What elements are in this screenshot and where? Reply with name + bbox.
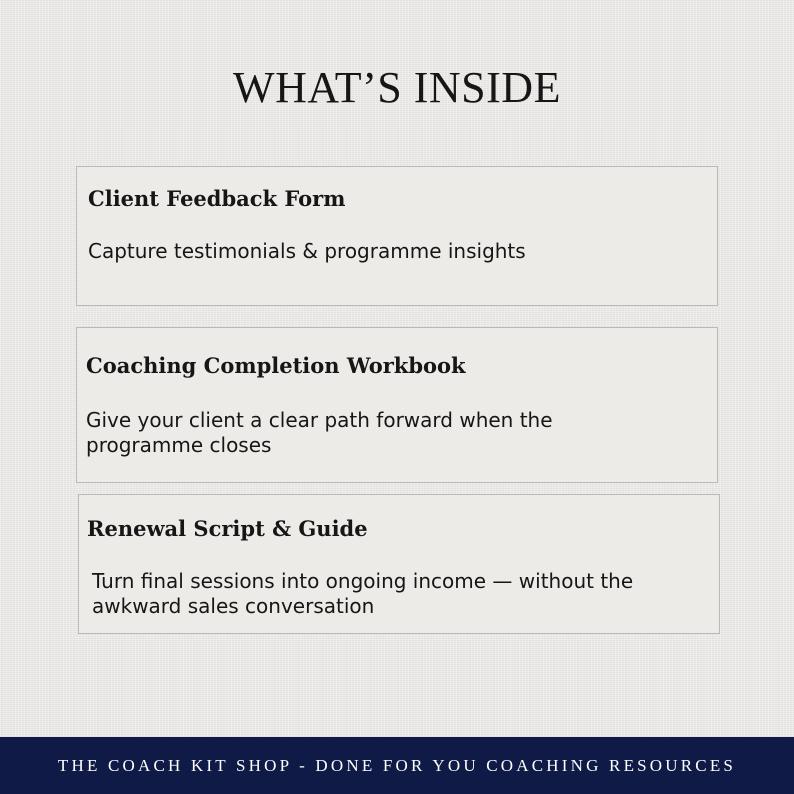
feature-card-client-feedback-form bbox=[76, 166, 718, 306]
card-description: Capture testimonials & programme insights bbox=[88, 239, 526, 263]
card-title: Renewal Script & Guide bbox=[87, 516, 368, 541]
feature-card-coaching-completion-workbook bbox=[76, 327, 718, 483]
card-description: Turn final sessions into ongoing income — without the awkward sales conversation bbox=[92, 569, 634, 618]
footer-banner bbox=[0, 737, 794, 794]
card-description: Give your client a clear path forward when the programme closes bbox=[86, 408, 553, 457]
page-title: WHAT’S INSIDE bbox=[233, 63, 561, 112]
card-title: Coaching Completion Workbook bbox=[86, 353, 466, 378]
card-title: Client Feedback Form bbox=[88, 186, 346, 211]
footer-text: THE COACH KIT SHOP - DONE FOR YOU COACHING RESOURCES bbox=[57, 756, 737, 775]
feature-card-renewal-script-guide bbox=[78, 494, 720, 634]
